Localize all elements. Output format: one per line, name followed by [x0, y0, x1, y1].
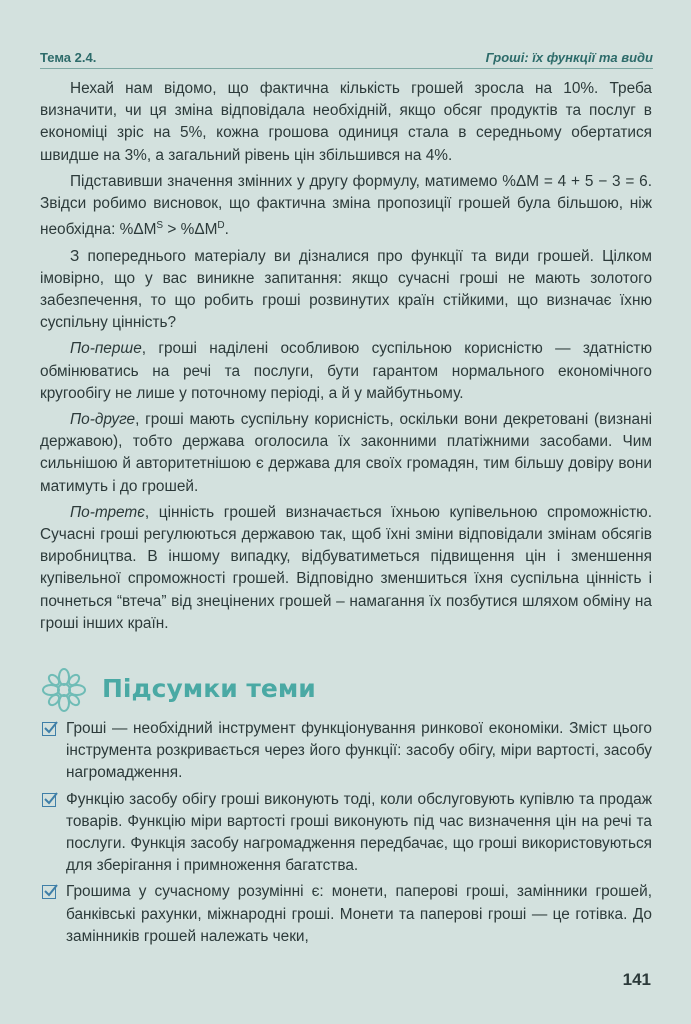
summary-item — [40, 718, 652, 785]
section-label: Тема 2.4. — [40, 50, 97, 65]
text-run: Підставивши значення змінних у другу формулу, матимемо %ΔM = 4 + 5 − 3 = 6. Звідси робимо висновок, що фактична зміна пропозиції грошей була більшою, ніж необхідна: %ΔM — [40, 172, 652, 239]
running-header — [40, 46, 653, 69]
checkbox-tick-icon — [42, 885, 56, 899]
text-run: По-друге — [70, 410, 136, 428]
text-run: S — [156, 220, 164, 232]
paragraph — [40, 78, 652, 167]
text-run: З попереднього матеріалу ви дізналися про функції та види грошей. Цілком імовірно, що у вас виникне запитання: якщо сучасні гроші не мають золотого забезпечення, то що робить гроші розвинутих країн стійкими, що визначає їхню суспільну цінність? — [40, 247, 652, 332]
summary-heading — [40, 666, 440, 716]
summary-item-text: Грошима у сучасному розумінні є: монети, паперові гроші, замінники грошей, банківські рахунки, міжнародні гроші. Монети та паперові гроші — це готівка. До замінників грошей належать чеки, — [66, 883, 652, 945]
summary-title: Підсумки теми — [102, 674, 316, 703]
summary-item — [40, 789, 652, 878]
summary-item — [40, 881, 652, 948]
text-run: , гроші наділені особливою суспільною корисністю — здатністю обмінюватись на речі та послуги, бути гарантом нормального економічного кругообігу не лише у поточному періоді, а й у майбутньому. — [40, 340, 652, 402]
summary-item-text: Гроші — необхідний інструмент функціонування ринкової економіки. Зміст цього інструмента розкривається через його функції: засобу обігу, міри вартості, засобу нагромадження. — [66, 720, 652, 782]
text-run: По-третє — [70, 503, 145, 521]
text-run: . — [224, 221, 229, 239]
summary-item-text: Функцію засобу обігу гроші виконують тоді, коли обслуговують купівлю та продаж товарів. Функцію міри вартості гроші виконують під час визначення цін на речі та послуги. Функція засобу нагромадження передбачає, що гроші використовуються для зберігання і примноження багатства. — [66, 790, 652, 875]
paragraph — [40, 502, 652, 635]
paragraph — [40, 409, 652, 498]
text-run: Нехай нам відомо, що фактична кількість грошей зросла на 10%. Треба визначити, чи ця зміна відповідала необхідній, якщо обсяг продуктів та послуг в економіці зріс на 5%, кожна грошова одиниця стала в середньому обертатися швидше на 3%, а загальний рівень цін збільшився на 4%. — [40, 80, 652, 164]
checkbox-tick-icon — [42, 793, 56, 807]
paragraph — [40, 338, 652, 405]
flower-ornament-icon — [40, 668, 88, 712]
paragraph — [40, 171, 652, 242]
text-run: , цінність грошей визначається їхньою купівельною спроможністю. Сучасні гроші регулюються державою так, щоб їхні зміни відповідали змінам обсягів виробництва. В іншому випадку, відбуватиметься підвищення цін і зменшення купівельної спроможності грошей. Відповідно зменшиться їхня суспільна цінність і почнеться “втеча” від знецінених грошей – намагання їх позбутися шляхом обміну на гроші інших країн. — [40, 503, 652, 632]
text-run: По-перше — [70, 340, 142, 358]
text-run: > %ΔM — [163, 221, 218, 239]
topic-title: Гроші: їх функції та види — [485, 50, 653, 65]
page-number: 141 — [622, 970, 651, 989]
summary-list — [40, 718, 652, 952]
paragraph — [40, 246, 652, 335]
text-run: , гроші мають суспільну корисність, оскільки вони декретовані (визнані державою), тобто держава оголосила їх законними платіжними засобами. Чим сильнішою й авторитетнішою є держава для своїх громадян, тим більшу довіру вони матимуть і до грошей. — [40, 410, 652, 495]
main-text — [40, 78, 652, 639]
checkbox-tick-icon — [42, 722, 56, 736]
text-run: D — [217, 220, 225, 232]
